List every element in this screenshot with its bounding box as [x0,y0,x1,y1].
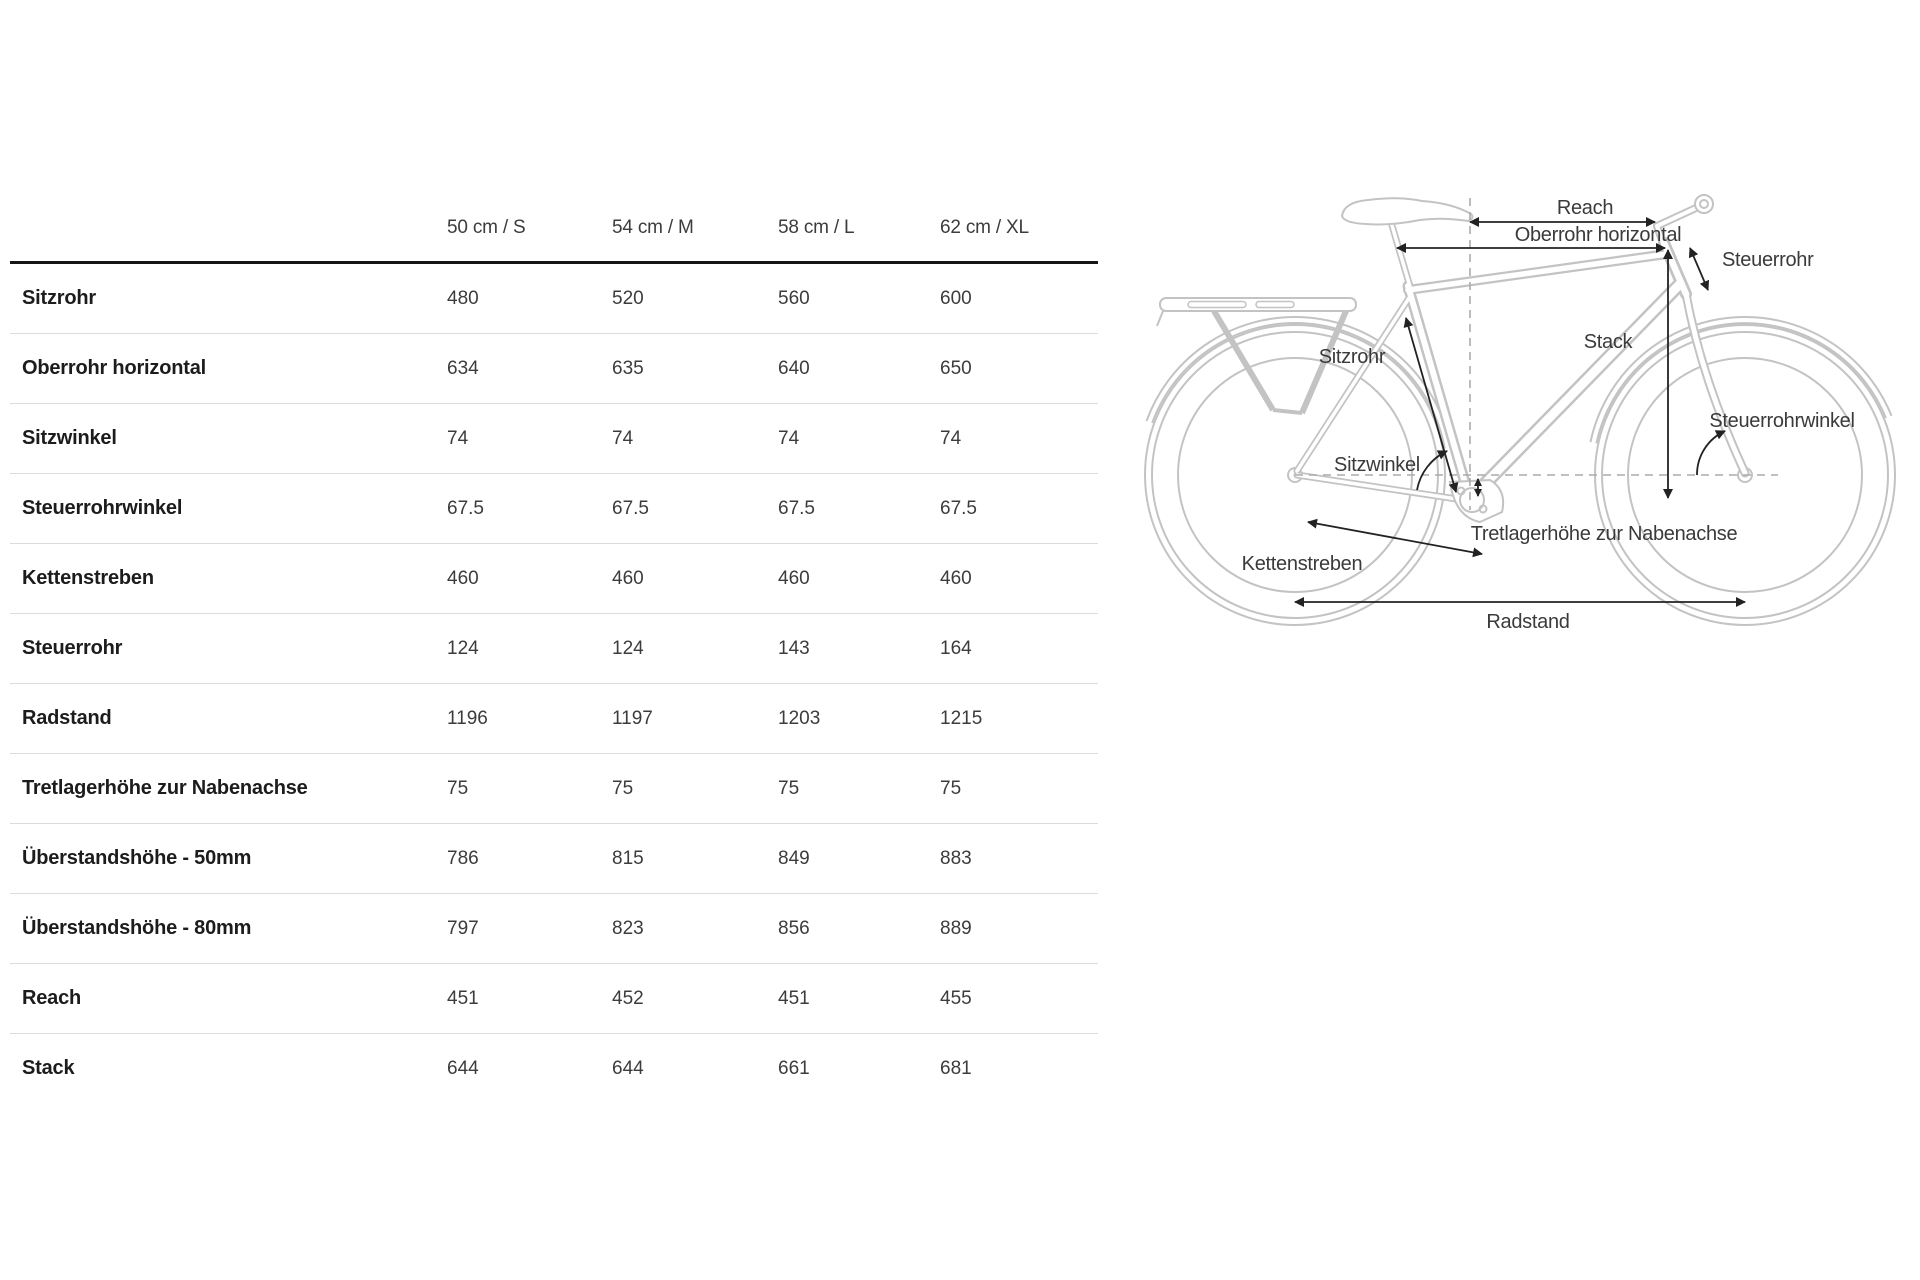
row-value: 75 [447,777,469,799]
row-value: 451 [778,987,810,1009]
steuerrohrwinkel-label: Steuerrohrwinkel [1709,410,1855,432]
tretlagerhoehe-label: Tretlagerhöhe zur Nabenachse [1470,523,1738,545]
row-value: 124 [612,637,644,659]
row-value: 74 [612,427,634,449]
table-row [10,544,1098,614]
sitzwinkel-label: Sitzwinkel [1334,454,1420,476]
row-value: 634 [447,357,479,379]
size-column-header: 62 cm / XL [940,217,1029,238]
row-value: 644 [447,1057,479,1079]
row-value: 124 [447,637,479,659]
row-value: 460 [940,567,972,589]
row-label: Überstandshöhe - 80mm [22,917,252,939]
geometry-table [10,195,1098,1103]
row-value: 815 [612,847,644,869]
table-row [10,334,1098,404]
reach-label: Reach [1556,197,1614,219]
sitzwinkel-arc-arrow [1417,451,1447,490]
geometry-table-body [10,264,1098,1103]
row-value: 67.5 [612,497,649,519]
row-value: 520 [612,287,644,309]
oberrohr-label: Oberrohr horizontal [1514,224,1682,246]
row-value: 75 [778,777,800,799]
row-value: 650 [940,357,972,379]
row-label: Sitzrohr [22,287,96,309]
table-row [10,824,1098,894]
row-label: Sitzwinkel [22,427,117,449]
row-value: 74 [447,427,469,449]
size-column-header: 58 cm / L [778,217,855,238]
row-value: 75 [940,777,962,799]
row-label: Steuerrohrwinkel [22,497,183,519]
geometry-table-header [10,195,1098,264]
table-row [10,754,1098,824]
steuerrohr-arrow [1690,248,1708,290]
table-row [10,684,1098,754]
bike-diagram-svg [1130,170,1910,670]
radstand-label: Radstand [1486,611,1570,633]
row-value: 75 [612,777,634,799]
row-value: 480 [447,287,479,309]
row-value: 600 [940,287,972,309]
row-label: Überstandshöhe - 50mm [22,847,252,869]
saddle [1342,198,1472,224]
row-value: 661 [778,1057,810,1079]
table-row [10,474,1098,544]
row-value: 460 [612,567,644,589]
row-label: Steuerrohr [22,637,123,659]
kettenstreben-arrow [1308,522,1482,554]
row-label: Reach [22,987,82,1009]
row-value: 1197 [612,707,653,729]
row-value: 74 [940,427,962,449]
row-value: 1215 [940,707,983,729]
row-value: 635 [612,357,644,379]
row-value: 883 [940,847,972,869]
size-column-header: 50 cm / S [447,217,526,238]
row-value: 640 [778,357,810,379]
row-value: 856 [778,917,810,939]
steuerrohrwinkel-arc-arrow [1697,431,1725,475]
row-label: Kettenstreben [22,567,154,589]
row-value: 644 [612,1057,644,1079]
stack-label: Stack [1583,331,1633,353]
row-value: 452 [612,987,644,1009]
size-column-header: 54 cm / M [612,217,694,238]
row-value: 1196 [447,707,488,729]
row-value: 889 [940,917,972,939]
row-value: 681 [940,1057,972,1079]
row-label: Tretlagerhöhe zur Nabenachse [22,777,308,799]
row-value: 460 [778,567,810,589]
sitzrohr-label: Sitzrohr [1318,346,1386,368]
row-value: 1203 [778,707,821,729]
table-row [10,614,1098,684]
table-row [10,264,1098,334]
row-value: 67.5 [447,497,484,519]
row-value: 460 [447,567,479,589]
row-value: 74 [778,427,800,449]
row-value: 451 [447,987,479,1009]
bike-geometry-diagram [1130,170,1910,670]
row-value: 797 [447,917,479,939]
table-row [10,894,1098,964]
steuerrohr-label: Steuerrohr [1722,249,1814,271]
table-row [10,964,1098,1034]
row-value: 164 [940,637,972,659]
table-row [10,404,1098,474]
row-value: 67.5 [940,497,977,519]
row-value: 786 [447,847,479,869]
row-value: 849 [778,847,810,869]
row-value: 455 [940,987,972,1009]
handlebar-grip [1695,195,1713,213]
row-label: Stack [22,1057,75,1079]
row-label: Radstand [22,707,112,729]
row-value: 560 [778,287,810,309]
row-value: 143 [778,637,810,659]
row-label: Oberrohr horizontal [22,357,206,379]
bottom-bracket-motor [1450,480,1503,522]
kettenstreben-label: Kettenstreben [1241,553,1363,575]
row-value: 823 [612,917,644,939]
table-row [10,1034,1098,1103]
row-value: 67.5 [778,497,815,519]
